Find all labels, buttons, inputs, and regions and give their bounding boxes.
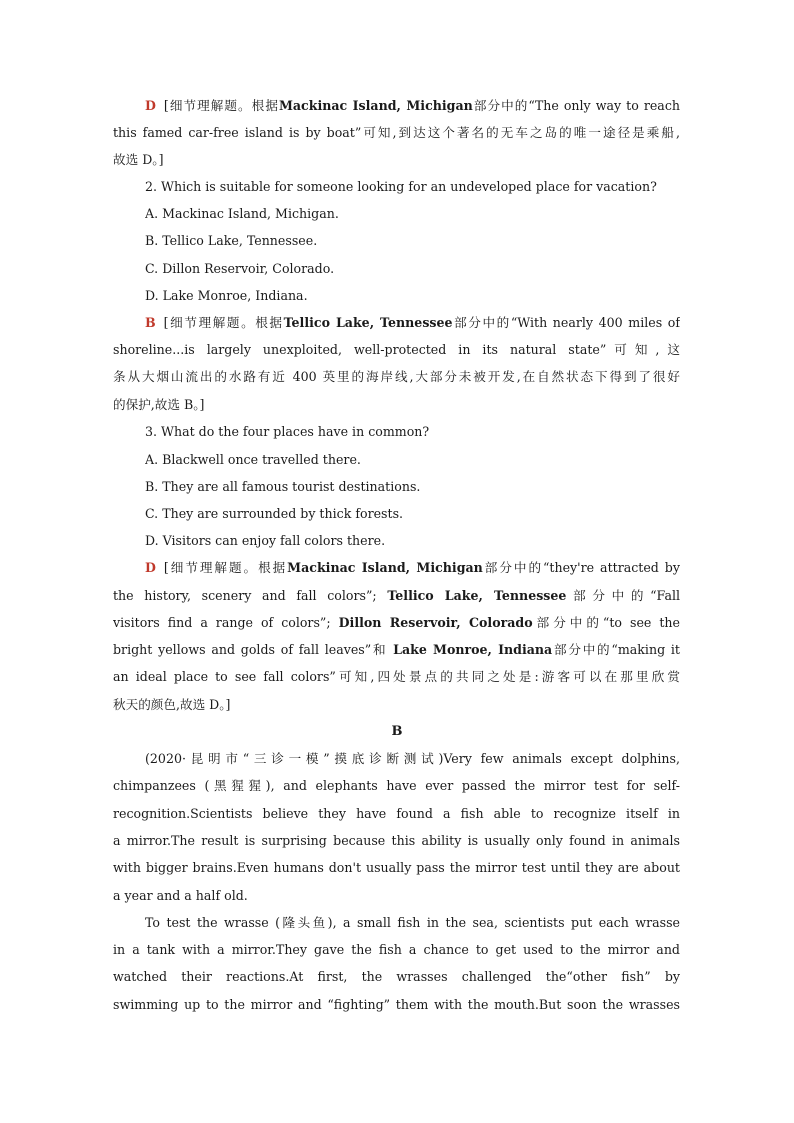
q1-answer-line-1: D [细节理解题。根据Mackinac Island, Michigan部分中的“The only way to reach <box>145 98 680 113</box>
q3-option-d: D. Visitors can enjoy fall colors there. <box>145 533 386 548</box>
q3-answer-line-6: 秋天的颜色,故选 D。] <box>113 697 231 712</box>
section-label: B <box>391 724 403 739</box>
q2-option-c: C. Dillon Reservoir, Colorado. <box>145 261 335 276</box>
q1-answer-line-3: 故选 D。] <box>113 152 164 167</box>
q2-stem: 2. Which is suitable for someone looking for an undeveloped place for vacation? <box>145 179 657 194</box>
passage-p2-line-4: swimming up to the mirror and “fighting” them with the mouth.But soon the wrasses <box>113 997 680 1012</box>
q3-answer-line-5: an ideal place to see fall colors”可知,四处景点的共同之处是:游客可以在那里欣赏 <box>113 669 680 684</box>
q2-answer-line-4: 的保护,故选 B。] <box>113 397 205 412</box>
passage-p1-line-5: with bigger brains.Even humans don't usually pass the mirror test until they are about <box>113 860 680 875</box>
q3-option-b: B. They are all famous tourist destinations. <box>145 479 421 494</box>
q2-option-b: B. Tellico Lake, Tennessee. <box>145 233 318 248</box>
q2-option-d: D. Lake Monroe, Indiana. <box>145 288 308 303</box>
passage-p1-line-2: chimpanzees (黑猩猩), and elephants have ever passed the mirror test for self- <box>113 778 680 793</box>
passage-p2-line-1: To test the wrasse (隆头鱼), a small fish in the sea, scientists put each wrasse <box>145 915 680 930</box>
q3-answer-line-4: bright yellows and golds of fall leaves”和 Lake Monroe, Indiana部分中的“making it <box>113 642 680 657</box>
q1-answer-letter: D <box>145 98 156 113</box>
q1-answer-line-2: this famed car-free island is by boat”可知,到达这个著名的无车之岛的唯一途径是乘船, <box>113 125 680 140</box>
q3-answer-line-3: visitors find a range of colors”; Dillon Reservoir, Colorado部分中的“to see the <box>113 615 680 630</box>
passage-p1-line-1: (2020·昆明市“三诊一模”摸底诊断测试)Very few animals except dolphins, <box>145 751 680 766</box>
q2-option-a: A. Mackinac Island, Michigan. <box>145 206 339 221</box>
passage-p1-line-4: a mirror.The result is surprising because this ability is usually only found in animals <box>113 833 680 848</box>
q3-answer-letter: D <box>145 560 156 575</box>
q2-answer-letter: B <box>145 315 156 330</box>
q2-answer-line-3: 条从大烟山流出的水路有近 400 英里的海岸线,大部分未被开发,在自然状态下得到了很好 <box>113 369 680 384</box>
q3-option-a: A. Blackwell once travelled there. <box>145 452 361 467</box>
q2-answer-line-1: B [细节理解题。根据Tellico Lake, Tennessee部分中的“With nearly 400 miles of <box>145 315 680 330</box>
passage-p1-line-6: a year and a half old. <box>113 888 248 903</box>
q2-answer-line-2: shoreline...is largely unexploited, well-protected in its natural state”可知,这 <box>113 342 680 357</box>
passage-p2-line-3: watched their reactions.At first, the wrasses challenged the“other fish” by <box>113 969 680 984</box>
q3-answer-line-1: D [细节理解题。根据Mackinac Island, Michigan部分中的“they're attracted by <box>145 560 680 575</box>
q3-option-c: C. They are surrounded by thick forests. <box>145 506 404 521</box>
passage-p2-line-2: in a tank with a mirror.They gave the fish a chance to get used to the mirror and <box>113 942 680 957</box>
passage-p1-line-3: recognition.Scientists believe they have found a fish able to recognize itself in <box>113 806 680 821</box>
q3-answer-line-2: the history, scenery and fall colors”; Tellico Lake, Tennessee部分中的“Fall <box>113 588 680 603</box>
q3-stem: 3. What do the four places have in common? <box>145 424 430 439</box>
